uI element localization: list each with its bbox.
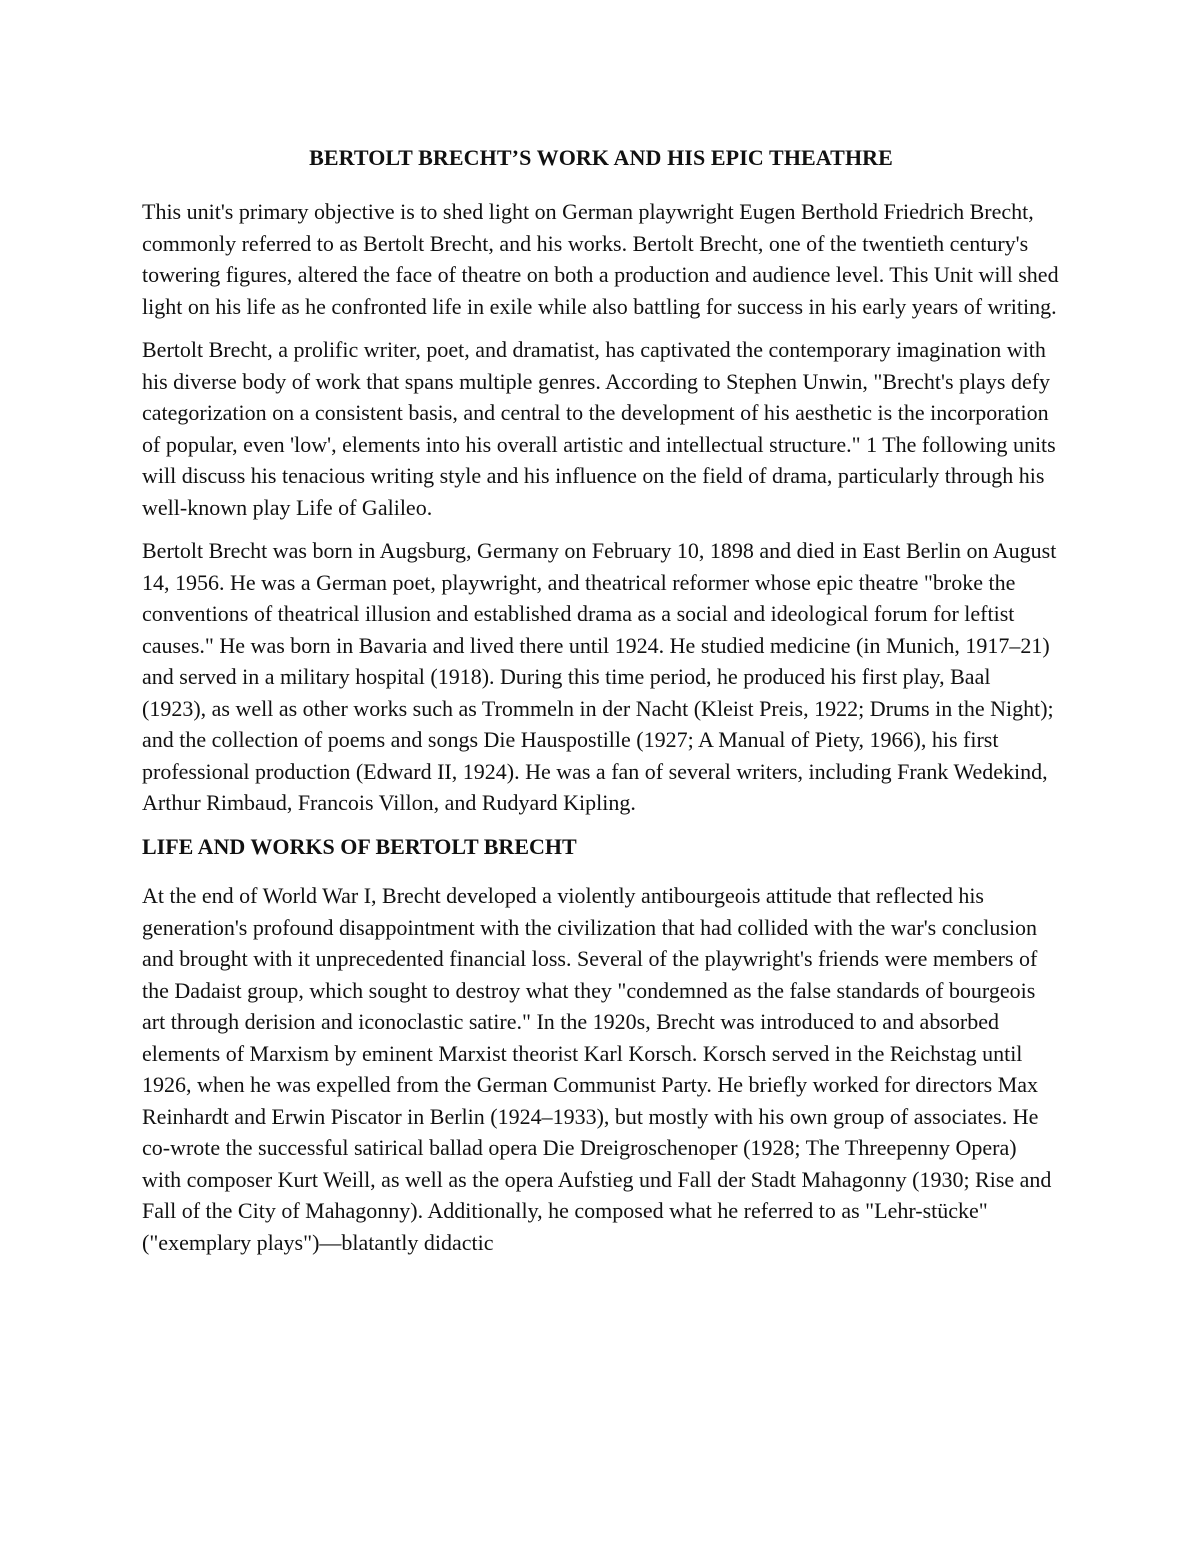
paragraph-unwin-quote: Bertolt Brecht, a prolific writer, poet, and dramatist, has captivated the contemporary imagination with his diverse body of work that spans multiple genres. According to Stephen Unwin, "Brecht's plays defy categorization on a consistent basis, and central to the development of his aesthetic is the incorporation of popular, even 'low', elements into his overall artistic and intellectual structure." 1 The following units will discuss his tenacious writing style and his influence on the field of drama, particularly through his well-known play Life of Galileo. <box>142 337 1056 520</box>
paragraph-objective: This unit's primary objective is to shed light on German playwright Eugen Berthold Friedrich Brecht, commonly referred to as Bertolt Brecht, and his works. Bertolt Brecht, one of the twentieth century's towering figures, altered the face of theatre on both a production and audience level. This Unit will shed light on his life as he confronted life in exile while also battling for success in his early years of writing. <box>142 199 1059 319</box>
section-heading: LIFE AND WORKS OF BERTOLT BRECHT <box>142 833 577 859</box>
document-title: BERTOLT BRECHT’S WORK AND HIS EPIC THEATHRE <box>309 145 893 170</box>
paragraph-life-and-works: At the end of World War I, Brecht developed a violently antibourgeois attitude that reflected his generation's profound disappointment with the civilization that had collided with the war's conclusion and brought with it unprecedented financial loss. Several of the playwright's friends were members of the Dadaist group, which sought to destroy what they "condemned as the false standards of bourgeois art through derision and iconoclastic satire." In the 1920s, Brecht was introduced to and absorbed elements of Marxism by eminent Marxist theorist Karl Korsch. Korsch served in the Reichstag until 1926, when he was expelled from the German Communist Party. He briefly worked for directors Max Reinhardt and Erwin Piscator in Berlin (1924–1933), but mostly with his own group of associates. He co-wrote the successful satirical ballad opera Die Dreigroschenoper (1928; The Threepenny Opera) with composer Kurt Weill, as well as the opera Aufstieg und Fall der Stadt Mahagonny (1930; Rise and Fall of the City of Mahagonny). Additionally, he composed what he referred to as "Lehr-stücke" ("exemplary plays")—blatantly didactic <box>142 883 1052 1255</box>
document-page <box>142 140 1060 1270</box>
paragraph-biography: Bertolt Brecht was born in Augsburg, Germany on February 10, 1898 and died in East Berlin on August 14, 1956. He was a German poet, playwright, and theatrical reformer whose epic theatre "broke the conventions of theatrical illusion and established drama as a social and ideological forum for leftist causes." He was born in Bavaria and lived there until 1924. He studied medicine (in Munich, 1917–21) and served in a military hospital (1918). During this time period, he produced his first play, Baal (1923), as well as other works such as Trommeln in der Nacht (Kleist Preis, 1922; Drums in the Night); and the collection of poems and songs Die Hauspostille (1927; A Manual of Piety, 1966), his first professional production (Edward II, 1924). He was a fan of several writers, including Frank Wedekind, Arthur Rimbaud, Francois Villon, and Rudyard Kipling. <box>142 538 1057 815</box>
